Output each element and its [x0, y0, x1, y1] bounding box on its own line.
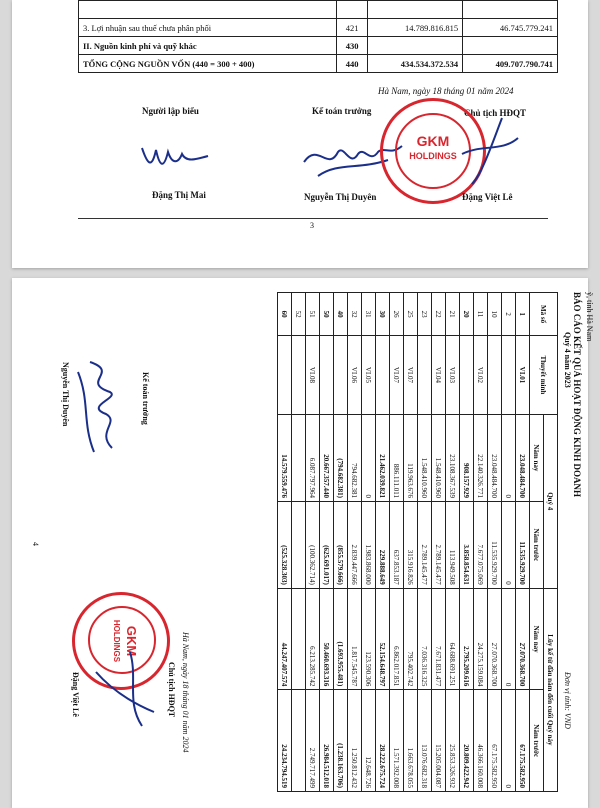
cell-c-last: 26.984.512.018: [320, 690, 334, 792]
document-page-3: [12, 0, 588, 268]
col-q-last: Năm trước: [530, 501, 544, 588]
cell-code: 421: [337, 19, 368, 37]
table-row: [320, 293, 334, 792]
cell-note: [320, 336, 334, 415]
cell-c-last: 24.234.794.519: [278, 690, 292, 792]
cell-code: 20: [460, 293, 474, 336]
cell-code: 50: [320, 293, 334, 336]
cell-q-last: 0: [502, 501, 516, 588]
accountant-signature: [70, 352, 130, 462]
table-row: [79, 55, 558, 73]
table-row: [362, 293, 376, 792]
unit-label: Đơn vị tính: VND: [563, 672, 572, 729]
cell-q-this: 6.087.797.964: [306, 414, 320, 501]
cell-note: [292, 336, 306, 415]
table-row: [292, 293, 306, 792]
table-row: [474, 293, 488, 792]
cell-code: 22: [432, 293, 446, 336]
report-subtitle: Quý 4 năm 2023: [563, 332, 572, 388]
cell-q-last: 229.888.649: [376, 501, 390, 588]
chairman-name: Đặng Việt Lê: [71, 672, 80, 717]
cell-note: [334, 336, 348, 415]
cell-code: 32: [348, 293, 362, 336]
cell-q-this: 0: [502, 414, 516, 501]
cell-c-last: 1.571.392.008: [390, 690, 404, 792]
cell-c-last: [292, 690, 306, 792]
cell-note: VI.02: [474, 336, 488, 415]
cell-code: 11: [474, 293, 488, 336]
cell-previous: [463, 1, 558, 19]
accountant-name: Nguyễn Thị Duyên: [61, 362, 70, 427]
cell-q-this: 22.140.326.771: [474, 414, 488, 501]
cell-code: 440: [337, 55, 368, 73]
cell-c-this: 7.036.316.325: [418, 588, 432, 690]
cell-q-last: 11.535.929.700: [488, 501, 502, 588]
stamp-company: GKM: [124, 625, 139, 657]
cell-c-this: 24.275.159.084: [474, 588, 488, 690]
cell-previous: 409.707.790.741: [463, 55, 558, 73]
cell-c-last: 13.076.682.318: [418, 690, 432, 792]
cell-c-this: 52.154.648.797: [376, 588, 390, 690]
chairman-signature: [90, 632, 160, 732]
col-quarter-header: Quý 4: [544, 414, 558, 588]
cell-note: VI.03: [446, 336, 460, 415]
col-q-this: Năm nay: [530, 414, 544, 501]
table-row: [390, 293, 404, 792]
chairman-title: Chủ tịch HĐQT: [167, 662, 176, 718]
cell-c-this: 6.213.285.742: [306, 588, 320, 690]
cell-q-this: 23.048.484.700: [516, 414, 530, 501]
cell-c-this: 123.590.306: [362, 588, 376, 690]
cell-q-this: 23.048.484.700: [488, 414, 502, 501]
report-title: BÁO CÁO KẾT QUẢ HOẠT ĐỘNG KINH DOANH: [572, 292, 582, 497]
col-cumulative-header: Lũy kế từ đầu năm đến cuối Quý này: [544, 588, 558, 791]
accountant-name: Nguyễn Thị Duyên: [304, 192, 377, 202]
cell-c-this: 6.862.017.851: [390, 588, 404, 690]
cell-current: [368, 1, 463, 19]
col-c-this: Năm nay: [530, 588, 544, 690]
col-code-header: Mã số: [530, 293, 558, 336]
cell-q-last: 3.858.854.631: [460, 501, 474, 588]
table-row: [79, 1, 558, 19]
cell-q-last: (625.691.017): [320, 501, 334, 588]
cell-c-this: 0: [502, 588, 516, 690]
table-row: [516, 293, 530, 792]
cell-note: [502, 336, 516, 415]
table-row: [432, 293, 446, 792]
document-page-4: [12, 278, 594, 808]
cell-q-this: 20.667.357.440: [320, 414, 334, 501]
cell-c-this: 27.070.368.700: [516, 588, 530, 690]
chairman-name: Đặng Việt Lê: [462, 192, 513, 202]
cell-note: VI.07: [404, 336, 418, 415]
cell-c-this: 50.460.693.316: [320, 588, 334, 690]
cell-previous: 46.745.779.241: [463, 19, 558, 37]
cell-c-last: 12.648.726: [362, 690, 376, 792]
table-row: [334, 293, 348, 792]
cell-q-last: 2.789.145.477: [418, 501, 432, 588]
cell-q-this: 794.682.381: [348, 414, 362, 501]
cell-code: 52: [292, 293, 306, 336]
cell-q-last: 11.535.929.700: [516, 501, 530, 588]
preparer-name: Đặng Thị Mai: [152, 190, 206, 200]
cell-q-last: 2.789.145.477: [432, 501, 446, 588]
stamp-company: GKM: [416, 133, 450, 149]
cell-q-last: 315.916.826: [404, 501, 418, 588]
cell-note: [488, 336, 502, 415]
income-statement-table: [277, 292, 558, 792]
cell-previous: [463, 37, 558, 55]
accountant-title: Kế toán trưởng: [312, 106, 372, 116]
cell-q-this: 21.462.039.821: [376, 414, 390, 501]
balance-sheet-table: [78, 0, 558, 73]
table-row: [376, 293, 390, 792]
cell-q-this: 1.548.410.960: [418, 414, 432, 501]
cell-q-last: 7.677.075.069: [474, 501, 488, 588]
cell-q-last: (855.579.666): [334, 501, 348, 588]
cell-code: 40: [334, 293, 348, 336]
cell-label: TỔNG CỘNG NGUỒN VỐN (440 = 300 + 400): [79, 55, 337, 73]
cell-code: 25: [404, 293, 418, 336]
cell-q-this: 23.108.367.539: [446, 414, 460, 501]
cell-note: VI.05: [362, 336, 376, 415]
table-row: [348, 293, 362, 792]
cell-current: [368, 37, 463, 55]
cell-c-last: 1.663.678.055: [404, 690, 418, 792]
cell-c-last: (1.238.163.706): [334, 690, 348, 792]
col-c-last: Năm trước: [530, 690, 544, 792]
cell-q-this: 0: [362, 414, 376, 501]
cell-code: 51: [306, 293, 320, 336]
cell-note: [460, 336, 474, 415]
table-row: [446, 293, 460, 792]
cell-code: [337, 1, 368, 19]
stamp-sub: HOLDINGS: [112, 619, 121, 663]
cell-q-this: 1.548.410.960: [432, 414, 446, 501]
preparer-signature: [138, 138, 218, 174]
cell-code: 31: [362, 293, 376, 336]
cell-q-last: 2.839.447.666: [348, 501, 362, 588]
preparer-title: Người lập biểu: [142, 106, 199, 116]
cell-note: [376, 336, 390, 415]
cell-code: 1: [516, 293, 530, 336]
cell-code: 30: [376, 293, 390, 336]
accountant-title: Kế toán trưởng: [141, 372, 150, 425]
cell-c-last: 15.205.004.087: [432, 690, 446, 792]
cell-code: 26: [390, 293, 404, 336]
cell-q-last: 113.949.508: [446, 501, 460, 588]
cell-c-this: 27.070.368.700: [488, 588, 502, 690]
cell-code: 23: [418, 293, 432, 336]
table-row: [404, 293, 418, 792]
date-line: Hà Nam, ngày 18 tháng 01 năm 2024: [181, 632, 190, 753]
table-row: [502, 293, 516, 792]
page-number: 3: [310, 221, 314, 230]
cell-c-this: 795.402.742: [404, 588, 418, 690]
cell-c-this: 1.817.545.787: [348, 588, 362, 690]
company-fragment: ỹ, tỉnh Hà Nam: [585, 292, 594, 342]
cell-current: 14.789.816.815: [368, 19, 463, 37]
cell-c-last: 20.809.422.942: [460, 690, 474, 792]
cell-code: 2: [502, 293, 516, 336]
cell-c-last: 46.366.160.008: [474, 690, 488, 792]
cell-label: II. Nguồn kinh phí và quỹ khác: [79, 37, 337, 55]
cell-code: 430: [337, 37, 368, 55]
cell-c-this: (1.693.955.481): [334, 588, 348, 690]
cell-c-last: 25.853.326.932: [446, 690, 460, 792]
cell-c-last: 1.250.812.432: [348, 690, 362, 792]
cell-q-last: (100.362.714): [306, 501, 320, 588]
chairman-signature: [432, 114, 522, 194]
table-row: [79, 19, 558, 37]
cell-c-this: [292, 588, 306, 690]
cell-q-last: (525.328.303): [278, 501, 292, 588]
stamp-sub: HOLDINGS: [409, 151, 457, 161]
cell-code: 60: [278, 293, 292, 336]
cell-c-last: 67.175.582.950: [488, 690, 502, 792]
page-number: 4: [31, 542, 40, 546]
cell-q-this: 908.157.929: [460, 414, 474, 501]
cell-q-last: 637.853.187: [390, 501, 404, 588]
table-row: [278, 293, 292, 792]
cell-c-last: 2.749.717.499: [306, 690, 320, 792]
cell-c-last: 67.175.582.950: [516, 690, 530, 792]
cell-q-last: 1.983.868.000: [362, 501, 376, 588]
cell-label: [79, 1, 337, 19]
cell-c-this: 64.688.691.251: [446, 588, 460, 690]
cell-q-this: 886.111.011: [390, 414, 404, 501]
cell-label: 3. Lợi nhuận sau thuế chưa phân phối: [79, 19, 337, 37]
cell-note: [278, 336, 292, 415]
cell-q-this: 119.963.676: [404, 414, 418, 501]
cell-note: VI.07: [390, 336, 404, 415]
cell-note: VI.08: [306, 336, 320, 415]
cell-c-this: 2.795.209.616: [460, 588, 474, 690]
table-row: [418, 293, 432, 792]
cell-q-last: [292, 501, 306, 588]
cell-q-this: (794.682.381): [334, 414, 348, 501]
cell-c-this: 7.671.831.477: [432, 588, 446, 690]
table-row: [79, 37, 558, 55]
cell-c-last: 28.222.675.724: [376, 690, 390, 792]
date-line: Hà Nam, ngày 18 tháng 01 năm 2024: [378, 86, 514, 96]
cell-note: VI.04: [432, 336, 446, 415]
cell-c-this: 44.247.407.574: [278, 588, 292, 690]
col-note-header: Thuyết minh: [530, 336, 558, 415]
cell-c-last: 0: [502, 690, 516, 792]
cell-note: VI.01: [516, 336, 530, 415]
cell-code: 21: [446, 293, 460, 336]
table-row: [488, 293, 502, 792]
table-row: [306, 293, 320, 792]
table-row: [460, 293, 474, 792]
rotated-report: [20, 292, 594, 792]
cell-current: 434.534.372.534: [368, 55, 463, 73]
cell-note: [418, 336, 432, 415]
footer-divider: [78, 218, 548, 219]
cell-q-this: 14.579.559.476: [278, 414, 292, 501]
cell-q-this: [292, 414, 306, 501]
cell-note: VI.06: [348, 336, 362, 415]
chairman-title: Chủ tịch HĐQT: [464, 108, 527, 118]
cell-code: 10: [488, 293, 502, 336]
